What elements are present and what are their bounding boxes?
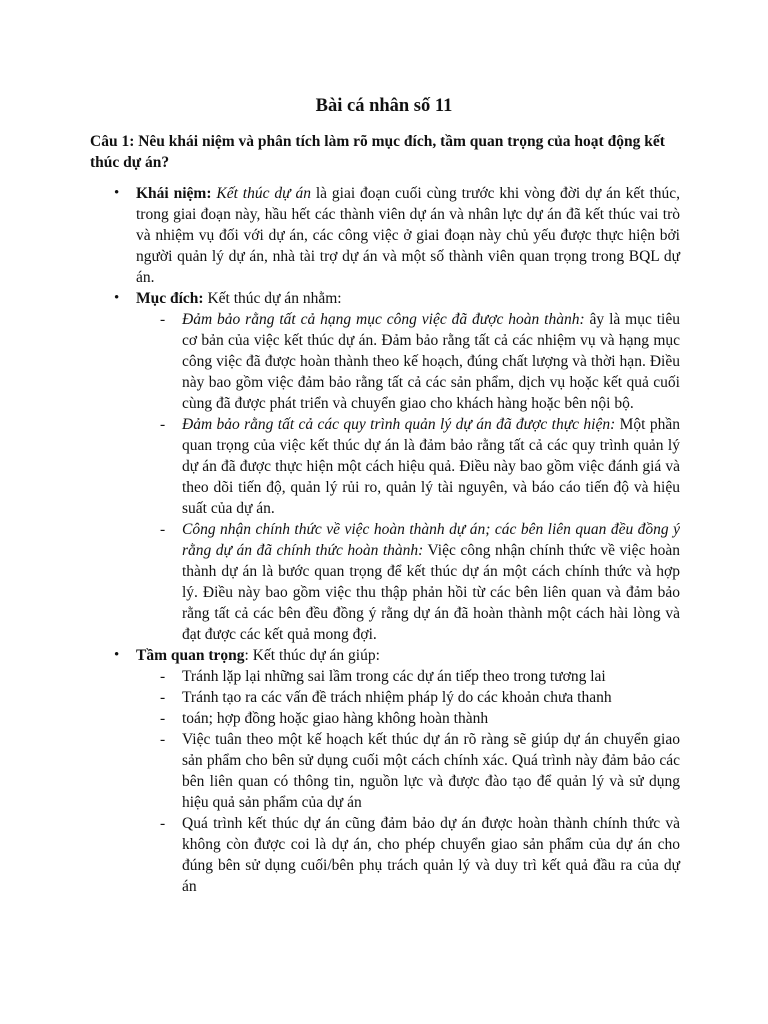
khai-niem-label: Khái niệm:: [136, 185, 212, 202]
dash-marker: -: [160, 815, 166, 832]
tam-quan-trong-text: : Kết thúc dự án giúp:: [244, 647, 380, 664]
khai-niem-lead: Kết thúc dự án: [216, 185, 311, 202]
muc-dich-text: Kết thúc dự án nhằm:: [203, 290, 342, 307]
bullet-item-tam-quan-trong: [0, 645, 680, 666]
tam-quan-trong-sub-item: [0, 666, 680, 687]
dash-marker: -: [160, 731, 166, 748]
tam-quan-trong-sub-item: [0, 708, 680, 729]
khai-niem-text: là giai đoạn cuối cùng trước khi vòng đời dự án kết thúc, trong giai đoạn này, hầu hết các thành viên dự án và nhân lực dự án đã kết thúc vai trò và nhiệm vụ đối với dự án, các công việc ở giai đoạn này chủ yếu được thực hiện bởi người quản lý dự án, nhà tài trợ dự án và một số thành viên quan trọng trong BQL dự án.: [136, 185, 681, 286]
muc-dich-sub-item: [0, 519, 680, 645]
muc-dich-label: Mục đích:: [136, 290, 204, 307]
tam-quan-trong-sub-item: [0, 687, 680, 708]
dash-marker: -: [160, 689, 166, 706]
sub-item-text: Việc công nhận chính thức về việc hoàn thành dự án là bước quan trọng để kết thúc dự án một cách chính thức và hợp lý. Điều này bao gồm việc thu thập phản hồi từ các bên liên quan và đảm bảo rằng tất cả các bên đều đồng ý rằng dự án đã hoàn thành một cách hài lòng và đạt được các kết quả mong đợi.: [182, 542, 681, 643]
bullet-item-khai-niem: [0, 183, 680, 288]
sub-item-text: toán; hợp đồng hoặc giao hàng không hoàn thành: [182, 710, 489, 727]
dash-marker: -: [160, 710, 166, 727]
sub-item-text: Quá trình kết thúc dự án cũng đảm bảo dự án được hoàn thành chính thức và không còn được coi là dự án, cho phép chuyển giao sản phẩm của dự án cho đúng bên sử dụng cuối/bên phụ trách quản lý và duy trì kết quả đầu ra của dự án: [182, 815, 680, 895]
document-title: Bài cá nhân số 11: [315, 96, 453, 116]
sub-item-text: Tránh lặp lại những sai lầm trong các dự án tiếp theo trong tương lai: [182, 668, 606, 685]
tam-quan-trong-label: Tầm quan trọng: [136, 647, 245, 664]
dash-marker: -: [160, 416, 166, 433]
question-heading: Câu 1: Nêu khái niệm và phân tích làm rõ mục đích, tầm quan trọng của hoạt động kết thúc dự án?: [90, 133, 665, 171]
dash-marker: -: [160, 521, 166, 538]
sub-item-text: Một phần quan trọng của việc kết thúc dự án là đảm bảo rằng tất cả các quy trình quản lý dự án đã được thực hiện một cách hiệu quả. Điều này bao gồm việc đánh giá và theo dõi tiến độ, quản lý rủi ro, quản lý tài nguyên, và báo cáo tiến độ và hiệu suất của dự án.: [182, 416, 680, 517]
tam-quan-trong-sub-item: [0, 813, 680, 897]
sub-item-text: Tránh tạo ra các vấn đề trách nhiệm pháp lý do các khoản chưa thanh: [182, 689, 612, 706]
muc-dich-sub-item: [0, 309, 680, 414]
sub-item-lead: Đảm bảo rằng tất cả hạng mục công việc đã được hoàn thành:: [182, 311, 585, 328]
sub-item-lead: Đảm bảo rằng tất cả các quy trình quản lý dự án đã được thực hiện:: [182, 416, 616, 433]
bullet-dot: •: [114, 185, 120, 201]
content-list: [0, 183, 768, 897]
bullet-dot: •: [114, 647, 120, 663]
sub-item-text: Việc tuân theo một kế hoạch kết thúc dự án rõ ràng sẽ giúp dự án chuyển giao sản phẩm cho bên sử dụng cuối một cách chính xác. Quá trình này đảm bảo các bên liên quan có thông tin, nguồn lực và được đào tạo để quản lý và sử dụng hiệu quả sản phẩm của dự án: [182, 731, 680, 811]
tam-quan-trong-sub-item: [0, 729, 680, 813]
bullet-item-muc-dich: [0, 288, 680, 309]
dash-marker: -: [160, 668, 166, 685]
sub-item-lead: Công nhận chính thức về việc hoàn thành dự án; các bên liên quan đều đồng ý rằng dự án đã chính thức hoàn thành:: [182, 521, 680, 559]
dash-marker: -: [160, 311, 166, 328]
muc-dich-sub-item: [0, 414, 680, 519]
sub-item-text: ây là mục tiêu cơ bản của việc kết thúc dự án. Đảm bảo rằng tất cả các nhiệm vụ và hạng mục công việc đã được hoàn thành theo kế hoạch, đúng chất lượng và thời hạn. Điều này bao gồm việc đảm bảo rằng tất cả các sản phẩm, dịch vụ hoặc kết quả cuối cùng đã được phát triển và chuyển giao cho khách hàng hoặc bên nội bộ.: [182, 311, 680, 412]
bullet-dot: •: [114, 290, 120, 306]
